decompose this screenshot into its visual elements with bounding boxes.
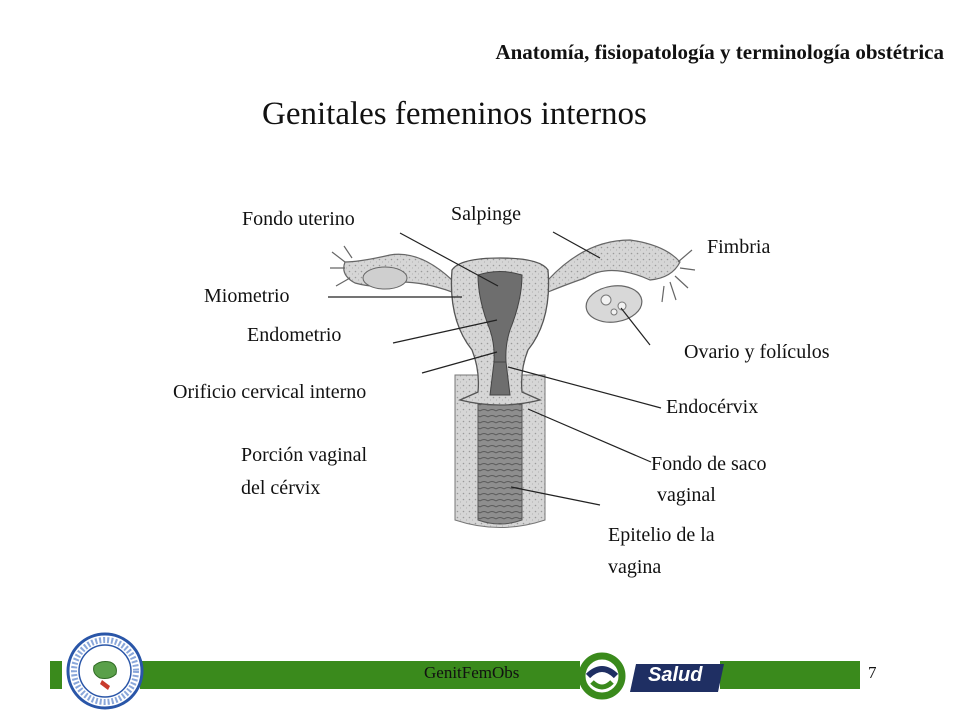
label-fondo-saco-line2: vaginal xyxy=(657,484,716,506)
label-fondo-uterino: Fondo uterino xyxy=(242,208,355,230)
slide-title: Genitales femeninos internos xyxy=(262,96,647,132)
label-epitelio-line1: Epitelio de la xyxy=(608,524,715,546)
salud-brand-text: Salud xyxy=(648,664,703,686)
label-salpinge: Salpinge xyxy=(451,203,521,225)
label-epitelio-line2: vagina xyxy=(608,556,662,578)
footer-bar-left xyxy=(50,661,62,689)
leader-fondo-saco xyxy=(528,409,651,462)
label-endometrio: Endometrio xyxy=(247,324,342,346)
label-miometrio: Miometrio xyxy=(204,285,290,307)
left-fallopian-tube xyxy=(330,246,452,292)
label-porcion-vaginal-line1: Porción vaginal xyxy=(241,444,368,466)
leader-salpinge xyxy=(553,232,600,258)
ceme-seal-logo xyxy=(66,632,144,710)
label-ovario-foliculos: Ovario y folículos xyxy=(684,341,830,363)
label-porcion-vaginal-line2: del cérvix xyxy=(241,477,321,499)
footer-text: GenitFemObs xyxy=(424,663,520,682)
label-orificio-cervical-interno: Orificio cervical interno xyxy=(173,381,367,403)
label-fondo-saco-line1: Fondo de saco xyxy=(651,453,767,475)
label-endocervix: Endocérvix xyxy=(666,396,759,418)
ovary-shape xyxy=(584,282,644,325)
footer-bar-right xyxy=(720,661,860,689)
label-fimbria: Fimbria xyxy=(707,236,771,258)
header-title: Anatomía, fisiopatología y terminología obstétrica xyxy=(495,40,944,64)
page-number: 7 xyxy=(868,663,877,682)
